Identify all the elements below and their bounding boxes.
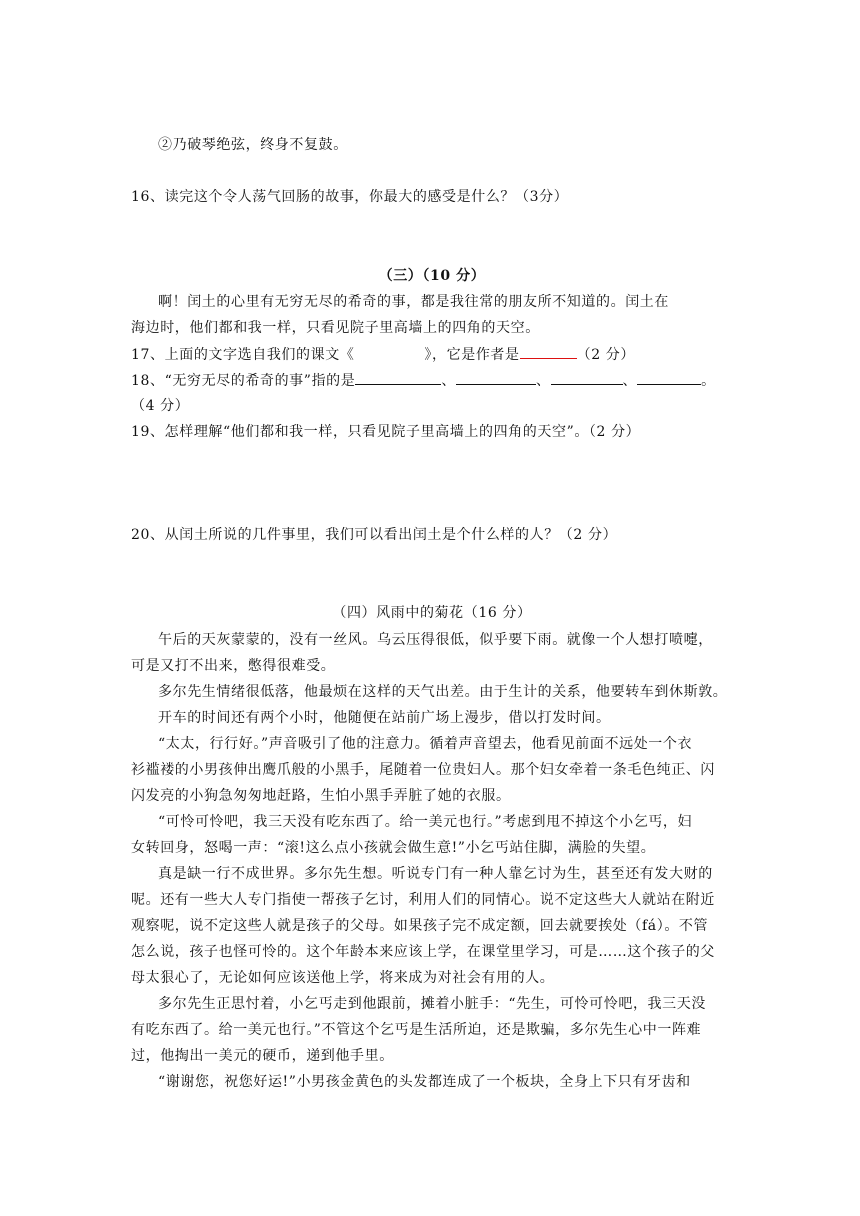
question-17-part-b: 》，它是作者是 [424,347,520,363]
separator: 、 [535,373,551,389]
section-3-heading [131,266,733,286]
passage-line: “可怜可怜吧，我三天没有吃东西了。给一美元也行。”考虑到甩不掉这个小乞丐，妇 [158,814,693,830]
passage-line: 有吃东西了。给一美元也行。”不管这个乞丐是生活所迫，还是欺骗，多尔先生心中一阵难 [131,1022,702,1038]
question-18-text: 18、“无穷无尽的希奇的事”指的是 [131,373,356,389]
passage-line: “太太，行行好。”声音吸引了他的注意力。循着声音望去，他看见前面不远处一个衣 [158,736,693,752]
separator: 、 [441,373,456,389]
question-17-part-a: 17、上面的文字选自我们的课文《 [131,347,355,363]
item-2-text: ②乃破琴绝弦，终身不复鼓。 [158,137,348,153]
passage-line: 观察呢，说不定这些人就是孩子的父母。如果孩子完不成定额，回去就要挨处（fá）。不管 [131,918,709,934]
question-20: 20、从闰土所说的几件事里，我们可以看出闰土是个什么样的人？（2 分） [131,527,618,543]
passage-line: 衫褴褛的小男孩伸出鹰爪般的小黑手，尾随着一位贵妇人。那个妇女牵着一条毛色纯正、闪 [131,762,715,778]
passage-line: “谢谢您，祝您好运!”小男孩金黄色的头发都连成了一个板块，全身上下只有牙齿和 [158,1074,691,1090]
answer-blank-4[interactable] [637,370,701,385]
question-16: 16、读完这个令人荡气回肠的故事，你最大的感受是什么？（3分） [131,189,569,205]
passage-line: 呢。还有一些大人专门指使一帮孩子乞讨，利用人们的同情心。说不定这些大人就站在附近 [131,892,715,908]
passage-line: 闪发亮的小狗急匆匆地赶路，生怕小黑手弄脏了她的衣服。 [131,788,511,804]
answer-blank-2[interactable] [456,370,536,385]
passage-line: 母太狠心了，无论如何应该送他上学，将来成为对社会有用的人。 [131,970,555,986]
passage-line: 可是又打不出来，憋得很难受。 [131,658,336,674]
passage-line: 午后的天灰蒙蒙的，没有一丝风。乌云压得很低，似乎要下雨。就像一个人想打喷嚏， [158,632,713,648]
answer-blank-3[interactable] [551,370,623,385]
passage-line: 女转回身，怒喝一声：“滚!这么点小孩就会做生意!”小乞丐站住脚，满脸的失望。 [131,840,656,856]
passage-line: 多尔先生正思忖着，小乞丐走到他跟前，摊着小脏手：“先生，可怜可怜吧，我三天没 [158,996,706,1012]
question-18-score: （4 分） [131,398,190,414]
separator: 、 [622,373,638,389]
section-3-passage-line-1: 啊！闰土的心里有无穷无尽的希奇的事，都是我往常的朋友所不知道的。闰土在 [158,294,669,310]
period: 。 [701,373,716,389]
question-17-score: （2 分） [576,347,635,363]
passage-line: 怎么说，孩子也怪可怜的。这个年龄本来应该上学，在课堂里学习，可是……这个孩子的父 [131,944,715,960]
passage-line: 多尔先生情绪很低落，他最烦在这样的天气出差。由于生计的关系，他要转车到休斯敦。 [158,684,728,700]
passage-line: 开车的时间还有两个小时，他随便在站前广场上漫步，借以打发时间。 [158,710,611,726]
passage-line: 真是缺一行不成世界。多尔先生想。听说专门有一种人靠乞讨为生，甚至还有发大财的 [158,866,713,882]
section-3-passage-line-2: 海边时，他们都和我一样，只看见院子里高墙上的四角的天空。 [131,320,540,336]
question-18 [131,370,733,391]
answer-blank-author[interactable] [520,344,577,359]
question-19: 19、怎样理解“他们都和我一样，只看见院子里高墙上的四角的天空”。（2 分） [131,424,641,440]
section-3-heading-text: （三）（10 分） [378,268,486,284]
answer-blank-1[interactable] [355,370,441,385]
section-4-heading: （四）风雨中的菊花（16 分） [332,605,532,621]
question-17 [131,344,733,365]
passage-line: 过，他掏出一美元的硬币，递到他手里。 [131,1048,394,1064]
